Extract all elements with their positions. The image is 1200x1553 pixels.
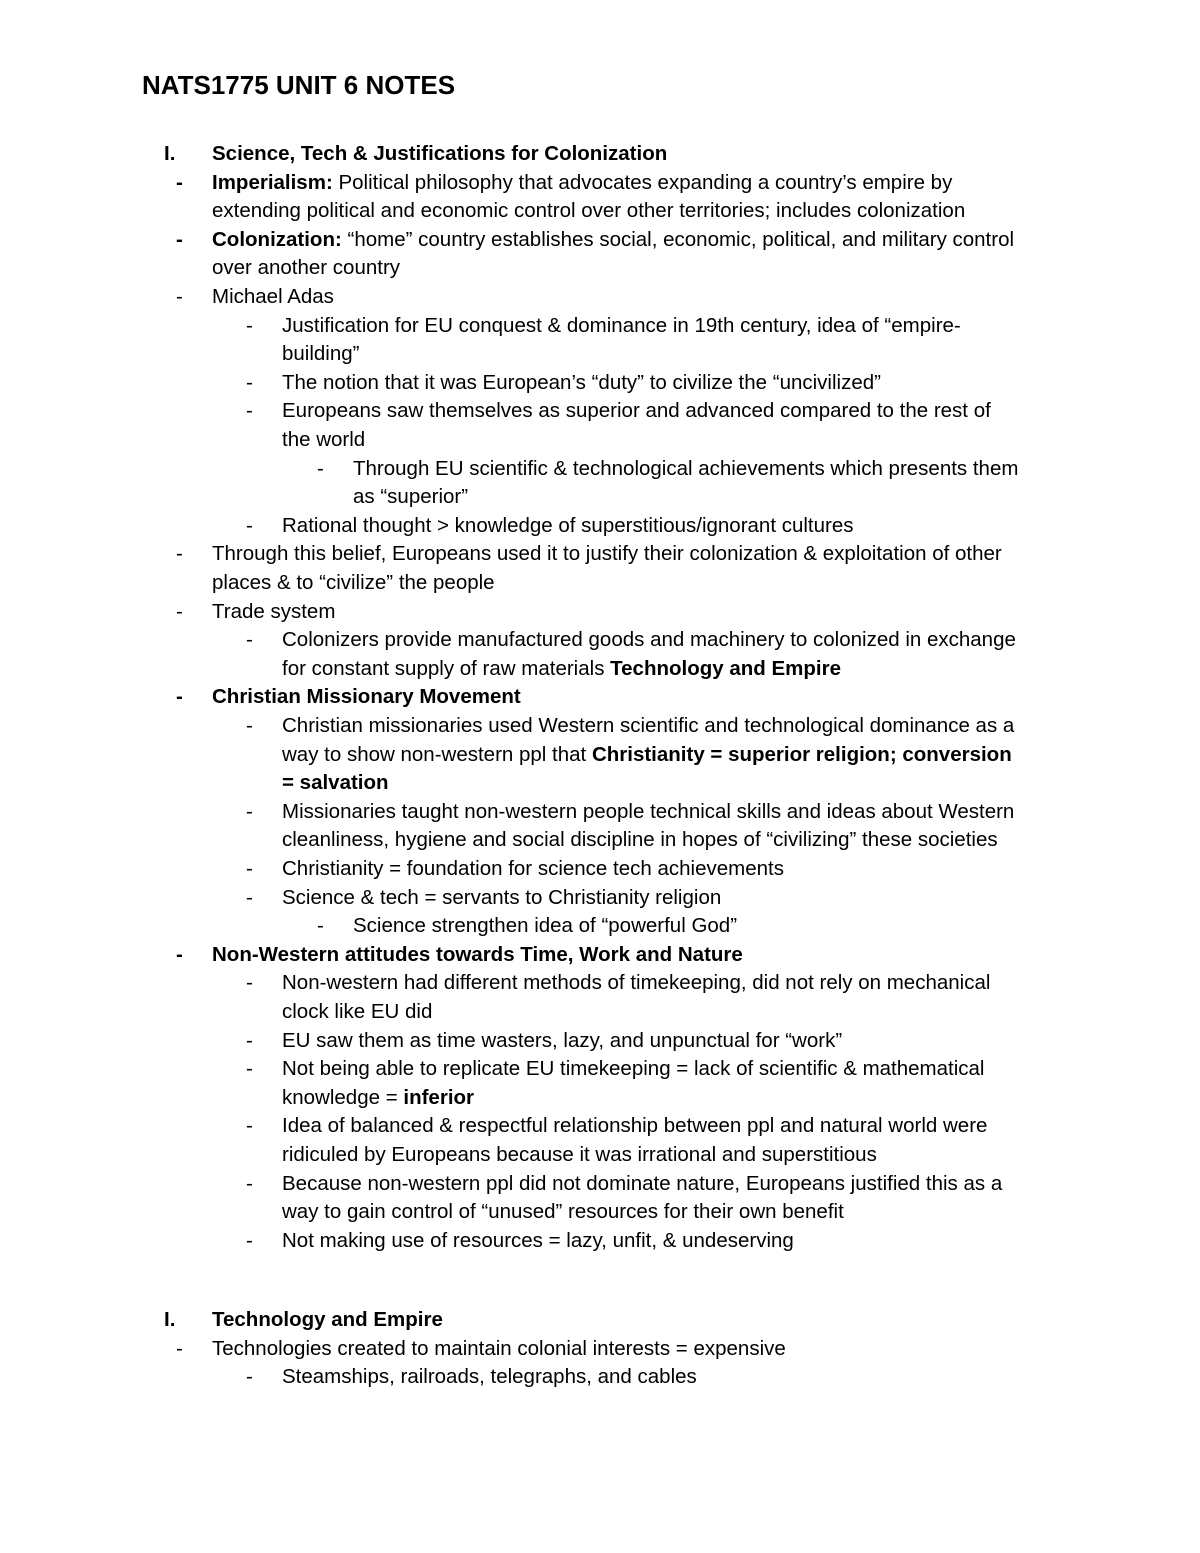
note-text <box>353 912 737 940</box>
bullet-dash: - <box>246 1171 253 1195</box>
bullet-dash: - <box>246 313 253 337</box>
note-text <box>282 655 841 683</box>
note-text <box>212 683 521 711</box>
bullet-dash: - <box>176 542 183 566</box>
note-text <box>353 483 468 511</box>
note-text <box>282 1141 877 1169</box>
text-run: Through EU scientific & technological achievements which presents them <box>353 456 1019 480</box>
text-run: Not making use of resources = lazy, unfit, & undeserving <box>282 1228 794 1252</box>
bullet-dash: - <box>176 685 183 709</box>
note-text <box>212 140 667 168</box>
bullet-dash: - <box>246 513 253 537</box>
note-text <box>282 769 389 797</box>
text-run: for constant supply of raw materials <box>282 656 611 680</box>
page-title: NATS1775 UNIT 6 NOTES <box>142 70 456 100</box>
text-run: Political philosophy that advocates expanding a country’s empire by <box>332 170 953 194</box>
note-text <box>282 369 881 397</box>
bold-text: Imperialism: <box>212 170 333 194</box>
text-run: Science strengthen idea of “powerful God” <box>353 914 738 938</box>
note-text <box>212 283 334 311</box>
text-run: way to show non-western ppl that <box>282 742 592 766</box>
note-text <box>282 998 432 1026</box>
text-run: Steamships, railroads, telegraphs, and cables <box>282 1365 697 1389</box>
text-run: “home” country establishes social, economic, political, and military control <box>341 227 1015 251</box>
bullet-dash: - <box>246 857 253 880</box>
note-text <box>212 1335 786 1363</box>
note-text <box>353 455 1018 483</box>
text-run: Through this belief, Europeans used it to justify their colonization & exploitation of other <box>212 542 1002 566</box>
note-text <box>282 1363 697 1391</box>
note-text <box>282 626 1016 654</box>
text-run: Science & tech = servants to Christianity religion <box>282 885 722 909</box>
text-run: Michael Adas <box>212 285 334 308</box>
note-text <box>212 941 743 969</box>
bullet-dash: - <box>317 456 324 480</box>
section-numeral: I. <box>164 142 176 165</box>
note-text <box>212 569 495 597</box>
note-text <box>212 226 1014 254</box>
bullet-dash: - <box>246 1114 253 1138</box>
text-run: Not being able to replicate EU timekeeping = lack of scientific & mathematical <box>282 1057 985 1081</box>
text-run: building” <box>282 342 360 366</box>
text-run: Christianity = foundation for science tech achievements <box>282 857 784 880</box>
note-text <box>212 598 335 626</box>
bold-text: Christianity = superior religion; conversion <box>591 742 1012 766</box>
text-run: cleanliness, hygiene and social discipline in hopes of “civilizing” these societies <box>282 828 998 852</box>
bullet-dash: - <box>176 227 183 251</box>
bold-text: Non-Western attitudes towards Time, Work and Nature <box>212 942 743 966</box>
note-text <box>282 397 991 425</box>
text-run: Trade system <box>212 599 336 623</box>
text-run: ridiculed by Europeans because it was irrational and superstitious <box>282 1143 877 1166</box>
text-run: Justification for EU conquest & dominance in 19th century, idea of “empire- <box>282 313 961 337</box>
text-run: Missionaries taught non-western people technical skills and ideas about Western <box>282 799 1015 823</box>
text-run: knowledge = <box>282 1085 404 1109</box>
bullet-dash: - <box>176 942 183 966</box>
note-text <box>282 1198 844 1226</box>
note-text <box>282 312 961 340</box>
bold-text: Colonization: <box>212 227 342 251</box>
bullet-dash: - <box>246 370 253 394</box>
bullet-dash: - <box>246 399 253 423</box>
note-text <box>282 884 721 912</box>
note-text <box>282 1055 984 1083</box>
text-run: clock like EU did <box>282 1000 433 1023</box>
bullet-dash: - <box>176 599 183 623</box>
bullet-dash: - <box>246 1028 253 1052</box>
text-run: The notion that it was European’s “duty” to civilize the “uncivilized” <box>282 370 881 394</box>
text-run: way to gain control of “unused” resources for their own benefit <box>282 1200 844 1224</box>
note-text <box>282 741 1012 769</box>
bullet-dash: - <box>246 1365 253 1389</box>
note-text <box>282 826 998 854</box>
bullet-dash: - <box>176 1336 183 1360</box>
note-text <box>212 169 952 197</box>
text-run: Europeans saw themselves as superior and advanced compared to the rest of <box>282 399 991 423</box>
text-run: Non-western had different methods of timekeeping, did not rely on mechanical <box>282 971 991 995</box>
bullet-dash: - <box>246 1228 253 1252</box>
bold-text: Christian Missionary Movement <box>212 685 521 709</box>
note-text <box>282 1170 1002 1198</box>
text-run: EU saw them as time wasters, lazy, and unpunctual for “work” <box>282 1028 843 1052</box>
bold-text: = salvation <box>282 771 389 795</box>
text-run: over another country <box>212 256 401 280</box>
bullet-dash: - <box>246 628 253 652</box>
text-run: extending political and economic control over other territories; includes colonization <box>212 199 966 223</box>
bold-text: Technology and Empire <box>212 1308 443 1331</box>
note-text <box>282 512 854 540</box>
text-run: as “superior” <box>353 485 469 509</box>
note-text <box>282 340 360 368</box>
note-text <box>282 1112 987 1140</box>
text-run: Rational thought > knowledge of superstitious/ignorant cultures <box>282 513 854 537</box>
bullet-dash: - <box>246 971 253 995</box>
bold-text: inferior <box>403 1085 475 1109</box>
note-text <box>282 1027 842 1055</box>
text-run: Colonizers provide manufactured goods and machinery to colonized in exchange <box>282 628 1016 652</box>
bold-text: Science, Tech & Justifications for Colonization <box>212 142 668 165</box>
text-run: the world <box>282 428 366 451</box>
text-run: Idea of balanced & respectful relationship between ppl and natural world were <box>282 1114 988 1138</box>
text-run: Because non-western ppl did not dominate nature, Europeans justified this as a <box>282 1171 1003 1195</box>
bullet-dash: - <box>246 1057 253 1081</box>
note-text <box>212 197 965 225</box>
note-text <box>282 1227 794 1255</box>
note-text <box>282 712 1014 740</box>
section-numeral: I. <box>164 1308 176 1331</box>
note-text <box>282 426 365 454</box>
note-text <box>212 254 400 282</box>
text-run: places & to “civilize” the people <box>212 571 495 594</box>
text-run: Technologies created to maintain colonial interests = expensive <box>212 1336 786 1360</box>
bullet-dash: - <box>246 799 253 823</box>
bullet-dash: - <box>176 285 183 308</box>
note-text <box>282 798 1014 826</box>
text-run: Christian missionaries used Western scientific and technological dominance as a <box>282 714 1015 737</box>
note-text <box>282 1084 474 1112</box>
bullet-dash: - <box>317 914 324 938</box>
note-text <box>282 855 784 883</box>
bullet-dash: - <box>176 170 183 194</box>
bullet-dash: - <box>246 714 253 737</box>
note-text <box>212 1306 443 1334</box>
note-text <box>282 969 990 997</box>
note-text <box>212 540 1002 568</box>
bold-text: Technology and Empire <box>610 656 841 680</box>
bullet-dash: - <box>246 885 253 909</box>
